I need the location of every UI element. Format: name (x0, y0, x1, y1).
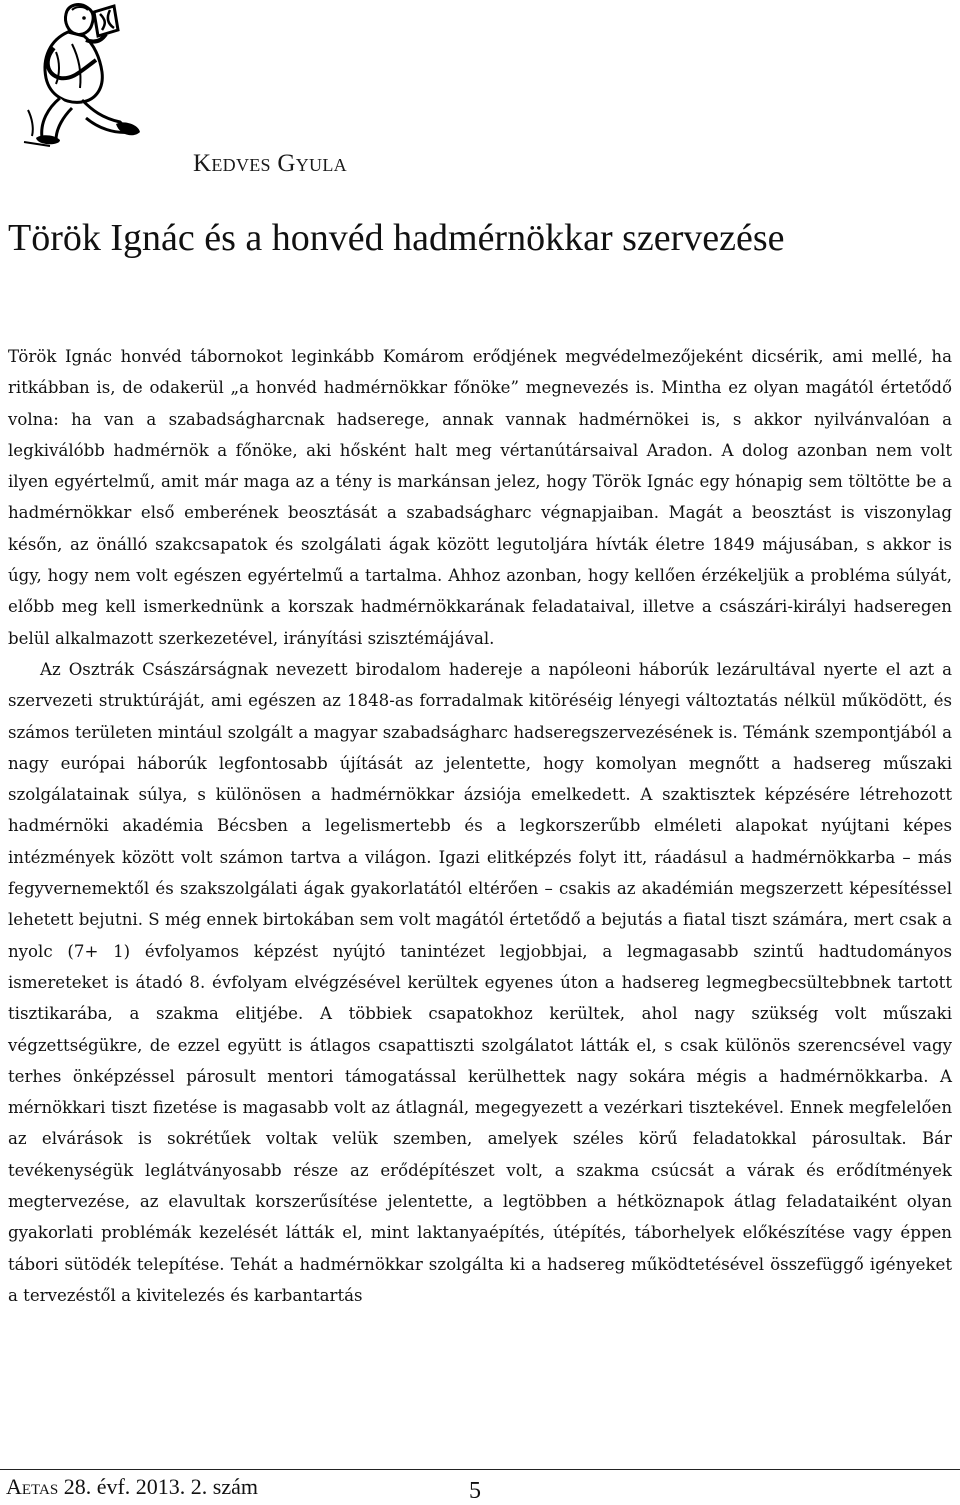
journal-issue: 28. évf. 2013. 2. szám (58, 1474, 258, 1499)
journal-name: Aetas (6, 1474, 59, 1499)
footer-journal-info (6, 1474, 258, 1500)
article-title: Török Ignác és a honvéd hadmérnökkar szervezése (8, 217, 785, 259)
article-body (8, 341, 952, 1311)
body-paragraph: Török Ignác honvéd tábornokot leginkább Komárom erődjének megvédelmezőjeként dicsérik, ami mellé, ha ritkábban is, de odakerül „a honvéd hadmérnökkar főnöke” megnevezés is. Mintha ez olyan magától értetődő volna: ha van a szabadságharcnak hadserege, annak vannak hadmérnökei is, s akkor nyilvánvalóan a legkiválóbb hadmérnök a főnöke, aki hősként halt meg vértanútársaival Aradon. A dolog azonban nem volt ilyen egyértelmű, amit már maga az a tény is markánsan jelez, hogy Török Ignác egy hónapig sem töltötte be a hadmérnökkar első emberének beosztását a szabadságharc végnapjaiban. Magát a beosztást is viszonylag későn, az önálló szakcsapatok és szolgálati ágak között legutoljára hívták életre 1849 májusában, s akkor is úgy, hogy nem volt egészen egyértelmű a tartalma. Ahhoz azonban, hogy kellően érzékeljük a probléma súlyát, előbb meg kell ismerkednünk a korszak hadmérnökkarának feladataival, illetve a császári-királyi hadseregen belül alkalmazott szerkezetével, irányítási szisztémájával. (8, 347, 952, 648)
body-paragraph: Az Osztrák Császárságnak nevezett birodalom hadereje a napóleoni háborúk lezárultával nyerte el azt a szervezeti struktúráját, ami egészen az 1848-as forradalmak kitöréséig lényegi változtatás nélkül működött, és számos területen mintául szolgált a magyar szabadságharc hadseregszervezésének is. Témánk szempontjából a nagy európai háborúk legfontosabb újítását az jelentette, hogy komolyan megnőtt a hadsereg műszaki szolgálatainak súlya, s különösen a hadmérnökkar ázsiója emelkedett. A szaktisztek képzésére létrehozott hadmérnöki akadémia Bécsben a legelismertebb és a legkorszerűbb elméleti alapokat nyújtani képes intézmények között volt számon tartva a világon. Igazi elitképzés folyt itt, ráadásul a hadmérnökkarba – más fegyvernemektől és szakszolgálati ágak gyakorlatától eltérően – csakis az akadémián megszerzett képesítéssel lehetett bejutni. S még ennek birtokában sem volt magától értetődő a bejutás a fiatal tiszt számára, mert csak a nyolc (7+ 1) évfolyamos képzést nyújtó tanintézet legjobbjai, a legmagasabb szintű hadtudományos ismereteket is átadó 8. évfolyam elvégzésével kerültek egyenes úton a hadsereg legmegbecsültebbnek tartott tisztikarába, a szakma elitjébe. A többiek csapatokhoz kerültek, ahol nagy szükség volt műszaki végzettségükre, de ezzel együtt is átlagos csapattiszti szolgálatot látták el, s csak különös szerencsével vagy terhes önképzéssel párosult mentori támogatással kerülhettek nagy sokára mégis a hadmérnökkarba. A mérnökkari tiszt fizetése is magasabb volt az átlagnál, megegyezett a vezérkari tisztekével. Ennek megfelelően az elvárások is sokrétűek voltak velük szemben, amelyek széles körű feladatokkal párosultak. Bár tevékenységük leglátványosabb része az erődépítészet volt, a szakma csúcsát a várak és erődítmények megtervezése, az elavultak korszerűsítése jelentette, a legtöbben a hétköznapok átlag feladataiként olyan gyakorlati problémák kezelését látták el, mint laktanyaépítés, útépítés, táborhelyek előkészítése vagy éppen tábori sütödék telepítése. Tehát a hadmérnökkar szolgálta ki a hadsereg működtetésével összefüggő igényeket a tervezéstől a kivitelezés és karbantartás (8, 659, 952, 1305)
journal-logo-figure-icon (10, 0, 170, 148)
page-number: 5 (469, 1478, 481, 1504)
footer-divider (0, 1469, 960, 1470)
author-name: Kedves Gyula (193, 150, 347, 177)
